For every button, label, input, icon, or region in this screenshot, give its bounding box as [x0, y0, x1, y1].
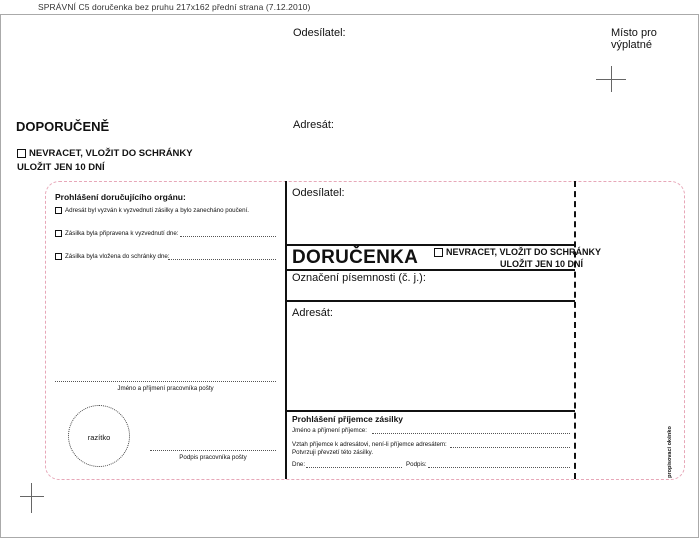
receipt-no-return-checkbox[interactable] — [434, 248, 443, 257]
envelope-store-days: ULOŽIT JEN 10 DNÍ — [17, 162, 105, 173]
perforation-outline — [45, 181, 685, 480]
receipt-no-return — [434, 247, 601, 257]
no-return-checkbox[interactable] — [17, 149, 26, 158]
receipt-sender-label: Odesílatel: — [292, 187, 345, 199]
no-return-text: NEVRACET, VLOŽIT DO SCHRÁNKY — [29, 148, 193, 159]
signature-line[interactable] — [428, 467, 570, 468]
date-line[interactable] — [306, 467, 402, 468]
worker-name-line[interactable] — [55, 381, 276, 382]
envelope-no-return — [17, 148, 193, 159]
tear-line — [574, 181, 576, 479]
recipient-name-label: Jméno a příjmení příjemce: — [292, 427, 367, 434]
worker-signature-line[interactable] — [150, 450, 276, 451]
declaration-item-2 — [55, 230, 179, 237]
relation-line[interactable] — [450, 447, 570, 448]
declaration-item-1-text: Adresát byl vyzván k vyzvednutí zásilky a bylo zanecháno poučení. — [65, 207, 250, 215]
date-label: Dne: — [292, 461, 306, 468]
declaration-checkbox-2[interactable] — [55, 230, 62, 237]
worker-name-label: Jméno a příjmení pracovníka pošty — [117, 385, 214, 392]
worker-signature-label: Podpis pracovníka pošty — [179, 454, 247, 461]
receipt-left-border — [285, 181, 287, 479]
declaration-checkbox-3[interactable] — [55, 253, 62, 260]
crop-mark — [611, 66, 612, 92]
receipt-divider-4 — [286, 410, 575, 412]
signature-label: Podpis: — [406, 461, 427, 468]
mailbox-date-line[interactable] — [168, 259, 276, 260]
receipt-store-days: ULOŽIT JEN 10 DNÍ — [500, 259, 584, 269]
pickup-date-line[interactable] — [180, 236, 276, 237]
receipt-title: DORUČENKA — [292, 247, 419, 268]
declaration-item-2-text: Zásilka byla připravena k vyzvednutí dne: — [65, 230, 179, 238]
crop-mark — [20, 496, 44, 497]
confirm-text: Potvrzuji převzetí této zásilky. — [292, 449, 374, 456]
receipt-addressee-label: Adresát: — [292, 307, 333, 319]
stamp-label: razítko — [87, 433, 111, 442]
declaration-item-3 — [55, 253, 170, 260]
recipient-name-line[interactable] — [372, 433, 570, 434]
declaration-item-1 — [55, 207, 249, 214]
envelope-sender-label: Odesílatel: — [293, 27, 346, 39]
recipient-declaration-title: Prohlášení příjemce zásilky — [292, 414, 404, 424]
relation-label: Vztah příjemce k adresátovi, není-li příjemce adresátem: — [292, 441, 447, 448]
receipt-divider-1 — [286, 244, 575, 246]
reference-label: Označení písemnosti (č. j.): — [292, 272, 426, 284]
postage-label: Místo pro výplatné — [611, 27, 657, 51]
declaration-checkbox-1[interactable] — [55, 207, 62, 214]
crop-mark — [31, 483, 32, 513]
document-header: SPRÁVNÍ C5 doručenka bez pruhu 217x162 přední strana (7.12.2010) — [38, 2, 311, 12]
registered-title: DOPORUČENĚ — [16, 119, 110, 134]
receipt-divider-2 — [286, 269, 575, 271]
envelope-addressee-label: Adresát: — [293, 119, 334, 131]
receipt-no-return-text: NEVRACET, VLOŽIT DO SCHRÁNKY — [446, 247, 602, 257]
receipt-divider-3 — [286, 300, 575, 302]
delivery-declaration-title: Prohlášení doručujícího orgánu: — [55, 192, 186, 202]
declaration-item-3-text: Zásilka byla vložena do schránky dne: — [65, 253, 170, 261]
perforation-label: propisovací okénko — [667, 426, 673, 478]
